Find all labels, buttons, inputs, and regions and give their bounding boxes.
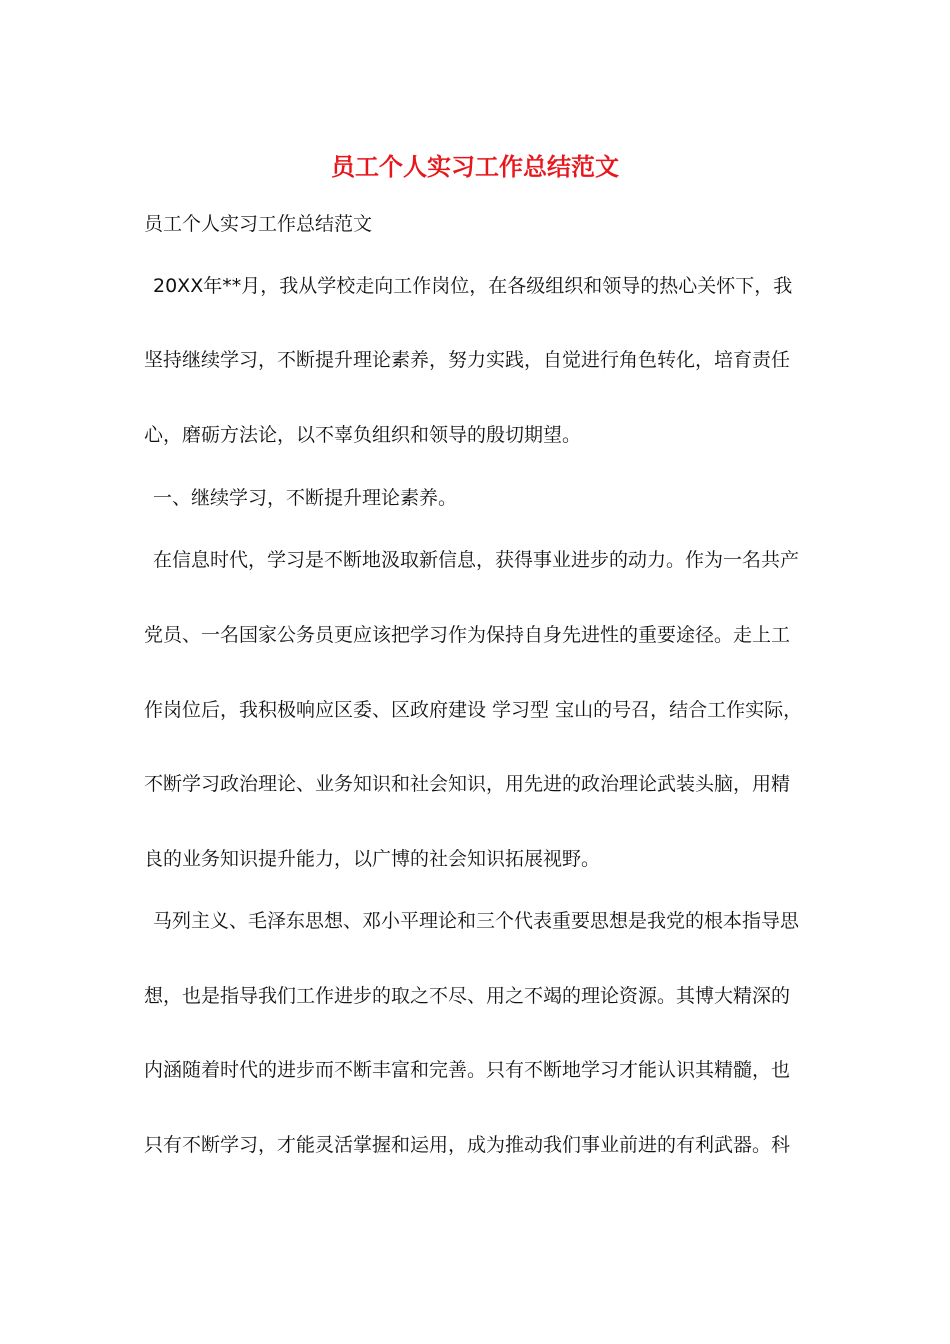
subtitle-line: 员工个人实习工作总结范文: [144, 213, 373, 235]
section-heading: 一、继续学习，不断提升理论素养。: [153, 487, 458, 509]
paragraph-line: 不断学习政治理论、业务知识和社会知识，用先进的政治理论武装头脑，用精: [144, 773, 791, 795]
paragraph-line: 作岗位后，我积极响应区委、区政府建设 学习型 宝山的号召，结合工作实际，: [144, 699, 803, 721]
paragraph-line: 良的业务知识提升能力，以广博的社会知识拓展视野。: [144, 848, 601, 870]
paragraph-line: 在信息时代，学习是不断地汲取新信息，获得事业进步的动力。作为一名共产: [153, 549, 800, 571]
document-title: 员工个人实习工作总结范文: [331, 152, 619, 181]
paragraph-line: 只有不断学习，才能灵活掌握和运用，成为推动我们事业前进的有利武器。科: [144, 1134, 791, 1156]
paragraph-line: 心，磨砺方法论，以不辜负组织和领导的殷切期望。: [144, 424, 582, 446]
paragraph-line: 党员、一名国家公务员更应该把学习作为保持自身先进性的重要途径。走上工: [144, 624, 791, 646]
paragraph-line: 马列主义、毛泽东思想、邓小平理论和三个代表重要思想是我党的根本指导思: [153, 910, 800, 932]
paragraph-line: 20XX年**月，我从学校走向工作岗位，在各级组织和领导的热心关怀下，我: [153, 275, 793, 297]
paragraph-line: 想，也是指导我们工作进步的取之不尽、用之不竭的理论资源。其博大精深的: [144, 985, 791, 1007]
paragraph-line: 内涵随着时代的进步而不断丰富和完善。只有不断地学习才能认识其精髓，也: [144, 1059, 791, 1081]
paragraph-line: 坚持继续学习，不断提升理论素养，努力实践，自觉进行角色转化，培育责任: [144, 349, 791, 371]
